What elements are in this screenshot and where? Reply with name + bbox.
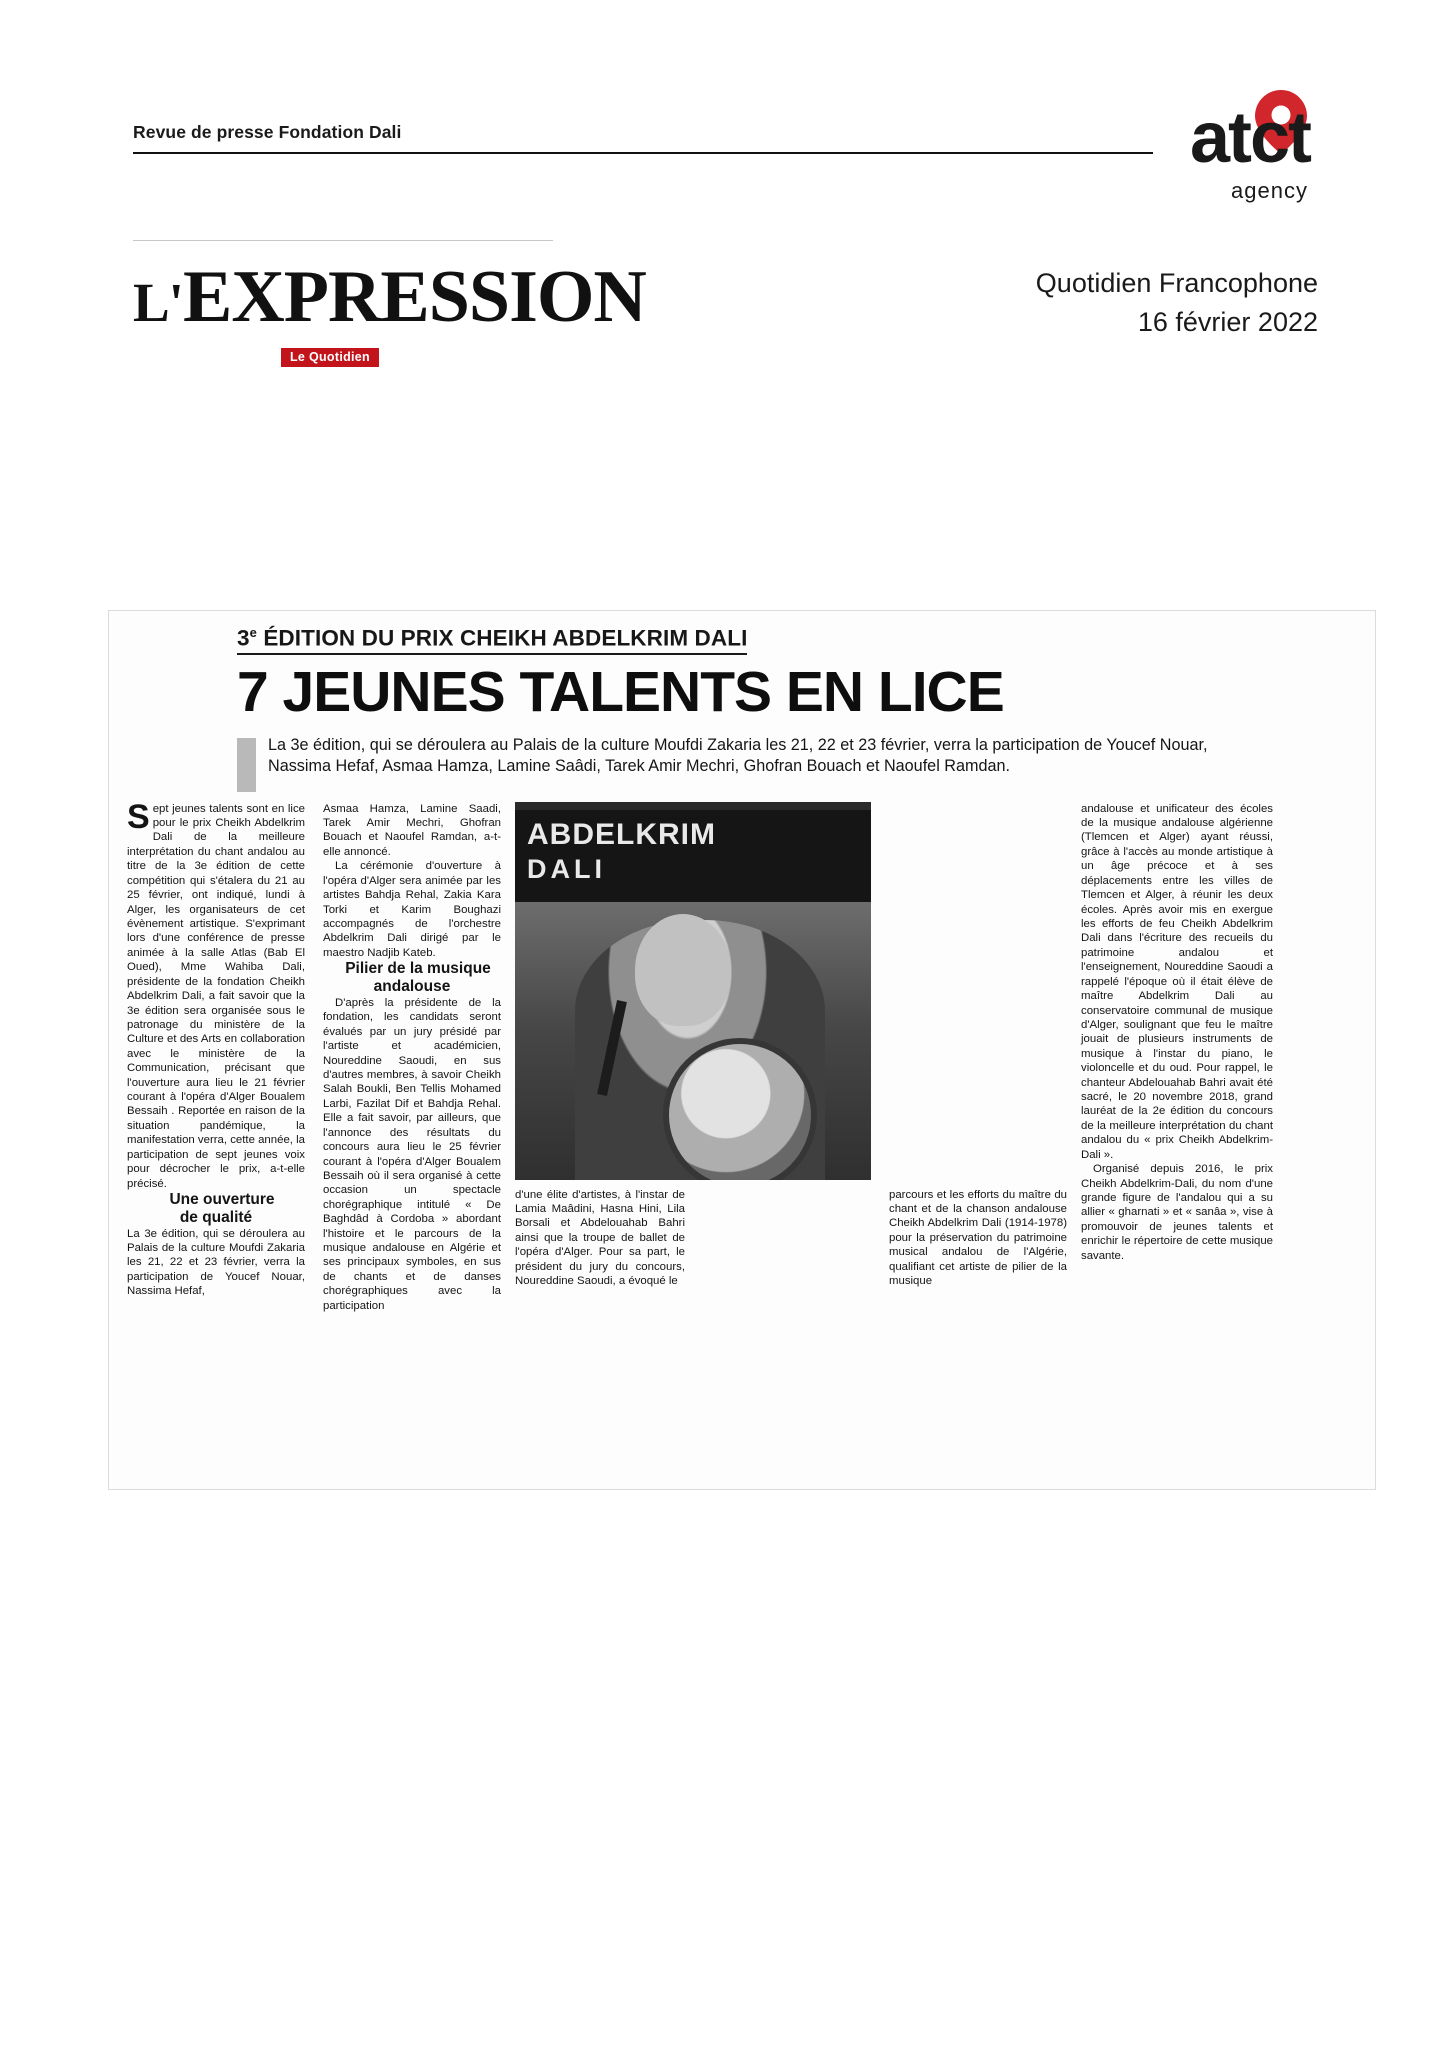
paragraph: andalouse et unificateur des écoles de la musique andalouse algérienne (Tlemcen et Alger) ayant réussi, grâce à l'accès au monde artistique à un âge précoce et à ses déplacements entre les villes de Tlemcen et Alger, à réunir les deux écoles. Après avoir mis en exergue les efforts de feu Cheikh Abdelkrim Dali dans l'écriture des recueils du patrimoine andalou et l'enseignement, Noureddine Saoudi a rappelé l'époque où il était élève de maître Abdelkrim Dali au conservatoire communal de musique d'Alger, soulignant que feu le maître jouait de plusieurs instruments de musique à l'instar du piano, le violoncelle et du oud. Pour rappel, le chanteur Abdelouahab Bahri avait été sacré, le 20 novembre 2018, grand lauréat de la 2e édition du concours de la meilleure interprétation du chant andalou du « prix Cheikh Abdelkrim-Dali ».	[1081, 802, 1273, 1161]
lexpression-logo	[133, 256, 646, 380]
article-kicker	[237, 625, 747, 655]
article-column-1	[127, 797, 305, 1299]
paragraph: d'une élite d'artistes, à l'instar de Lamia Maâdini, Hasna Hini, Lila Borsali et Abdelouahab Bahri ainsi que la troupe de ballet de l'opéra d'Alger. Pour sa part, le président du jury du concours, Noureddine Saoudi, a évoqué le	[515, 1188, 685, 1288]
lequotidien-badge: Le Quotidien	[281, 348, 379, 367]
article-columns	[127, 797, 1357, 1362]
lexpression-name: EXPRESSION	[182, 256, 646, 338]
publication-meta	[1036, 264, 1318, 342]
paragraph: Asmaa Hamza, Lamine Saadi, Tarek Amir Mechri, Ghofran Bouach et Naoufel Ramdan, a-t-elle annoncé.	[323, 802, 501, 858]
standfirst-marker	[237, 738, 256, 792]
atct-sublabel: agency	[1231, 178, 1308, 203]
article-column-5	[889, 1188, 1067, 1289]
paragraph: La 3e édition, qui se déroulera au Palais de la culture Moufdi Zakaria les 21, 22 et 23 février, verra la participation de Youcef Nouar, Nassima Hefaf,	[127, 1227, 305, 1298]
atct-wordmark: atct	[1189, 98, 1310, 178]
kicker-edition-number: 3	[237, 625, 250, 651]
article-headline: 7 JEUNES TALENTS EN LICE	[237, 659, 1004, 724]
lexpression-prefix: L'	[133, 272, 183, 333]
paragraph: D'après la présidente de la fondation, les candidats seront évalués par un jury présidé par l'artiste et académicien, Noureddine Saoudi, en sus d'autres membres, à savoir Cheikh Salah Boukli, Ben Tellis Mohamed Larbi, Fazilat Dif et Bahdja Rehal. Elle a fait savoir, par ailleurs, que l'annonce des résultats du concours aura lieu le 25 février courant à l'opéra d'Alger Boualem Bessaih où il sera organisé à cette occasion un spectacle chorégraphique intitulé « De Baghdâd à Cordoba » abordant l'histoire et le parcours de la musique andalouse en Algérie et ses principaux symboles, en sus de chants et de danses chorégraphiques avec la participation	[323, 996, 501, 1312]
header-divider	[133, 152, 1153, 154]
atct-agency-logo	[1088, 50, 1318, 203]
photo-banner-line1: ABDELKRIM	[527, 817, 716, 851]
publication-date: 16 février 2022	[1137, 307, 1318, 338]
article-standfirst: La 3e édition, qui se déroulera au Palais de la culture Moufdi Zakaria les 21, 22 et 23 février, verra la participation de Youcef Nouar, Nassima Hefaf, Asmaa Hamza, Lamine Saâdi, Tarek Amir Mechri, Ghofran Bouach et Naoufel Ramdan.	[268, 735, 1208, 776]
page-header	[133, 100, 1318, 210]
article-standfirst-block	[237, 735, 1267, 792]
kicker-ordinal-suffix: e	[249, 625, 257, 640]
press-review-label: Revue de presse Fondation Dali	[133, 122, 402, 142]
article-column-6	[1081, 802, 1273, 1264]
newspaper-clipping	[108, 610, 1376, 1490]
publication-kind: Quotidien Francophone	[1035, 268, 1318, 298]
paragraph: parcours et les efforts du maître du chant et de la chanson andalouse Cheikh Abdelkrim Dali (1914-1978) pour la préservation du patrimoine musical andalou de l'Algérie, qualifiant cet artiste de pilier de la musique	[889, 1188, 1067, 1288]
article-column-below-photo	[515, 802, 875, 1289]
paragraph: Sept jeunes talents sont en lice pour le prix Cheikh Abdelkrim Dali de la meilleure interprétation du chant andalou au titre de la 3e édition de cette compétition qui s'étalera du 21 au 25 février, ont indiqué, lundi à Alger, les organisateurs de cet évènement artistique. S'exprimant lors d'une conférence de presse animée à la salle Atlas (Bab El Oued), Mme Wahiba Dali, présidente de la fondation Cheikh Abdelkrim Dali, a fait savoir que la 3e édition sera organisée sous le patronage du ministère de la Culture et des Arts en collaboration avec le ministère de la Communication, précisant que l'ouverture aura lieu le 21 février courant à l'opéra d'Alger Boualem Bessaih . Reportée en raison de la situation pandémique, la manifestation verra, cette année, la participation de sept jeunes voix pour décrocher le prix, a-t-elle précisé.	[127, 797, 305, 1190]
photo-spacer	[515, 802, 875, 1188]
paragraph: Organisé depuis 2016, le prix Cheikh Abdelkrim-Dali, du nom d'une grande figure de l'andalou qui a su allier « gharnati » et « sanâa », vise à promouvoir de jeunes talents et enrichir le répertoire de cette musique savante.	[1081, 1163, 1273, 1262]
paragraph: La cérémonie d'ouverture à l'opéra d'Alger sera animée par les artistes Bahdja Rehal, Zakia Kara Torki et Karim Boughazi accompagnés de l'orchestre Abdelkrim Dali dirigé par le maestro Nadjib Kateb.	[323, 860, 501, 959]
kicker-text: ÉDITION DU PRIX CHEIKH ABDELKRIM DALI	[256, 625, 748, 651]
lexpression-wordmark	[133, 256, 646, 338]
article-subheading-1: Une ouverture de qualité	[169, 1191, 275, 1226]
masthead	[133, 240, 1318, 400]
article-subheading-2: Pilier de la musique andalouse	[345, 960, 491, 996]
masthead-divider	[133, 240, 553, 241]
photo-banner-line2: DALI	[527, 854, 606, 885]
article-column-2	[323, 802, 501, 1314]
